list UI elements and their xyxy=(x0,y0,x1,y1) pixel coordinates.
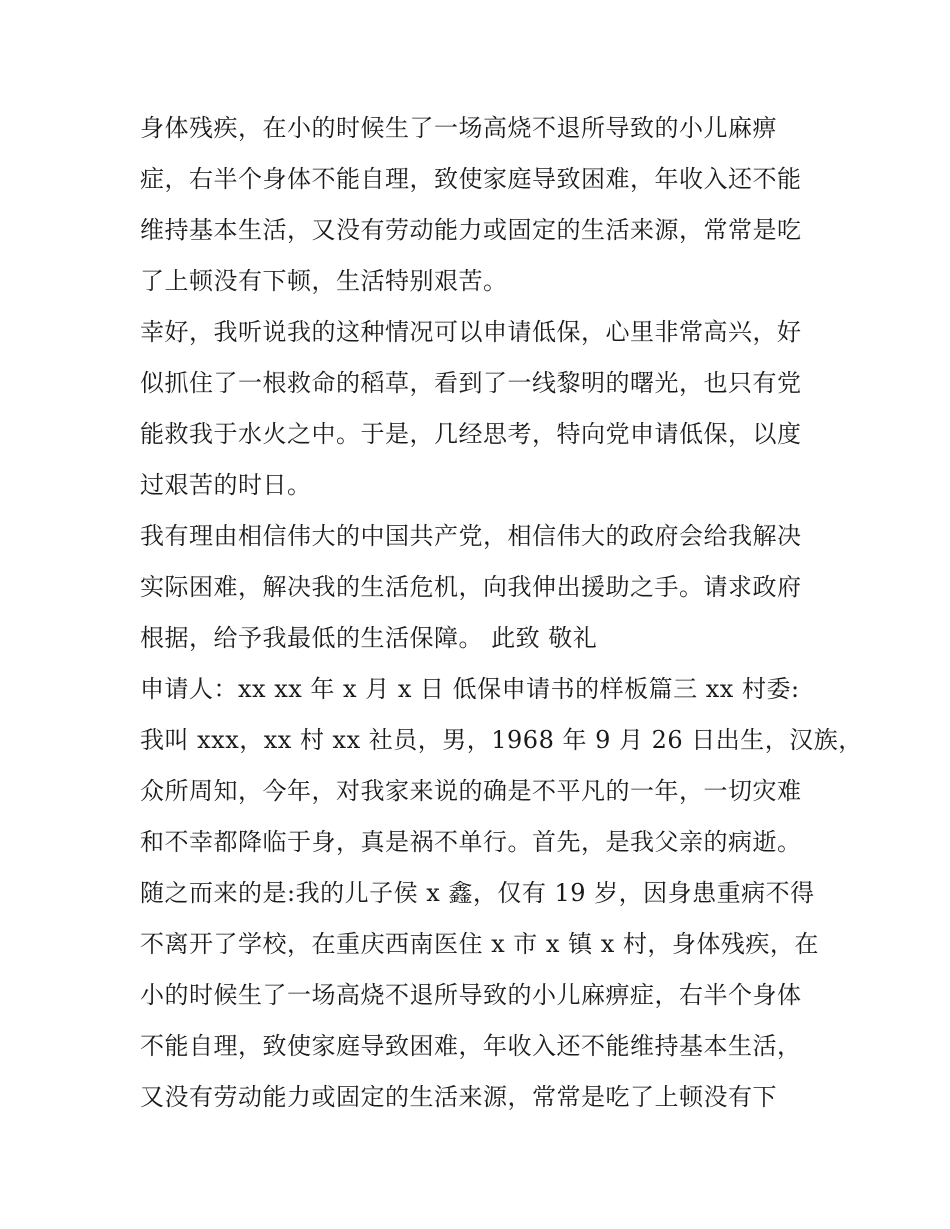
text-line-8: 过艰苦的时日。 xyxy=(140,471,312,499)
text-line-16: 随之而来的是:我的儿子侯 x 鑫，仅有 19 岁，因身患重病不得 xyxy=(140,879,815,907)
text-line-7: 能救我于水火之中。于是，几经思考，特向党申请低保，以度 xyxy=(140,420,802,448)
text-line-5: 幸好，我听说我的这种情况可以申请低保，心里非常高兴，好 xyxy=(140,318,802,346)
text-line-6: 似抓住了一根救命的稻草，看到了一线黎明的曙光，也只有党 xyxy=(140,369,802,397)
text-line-9: 我有理由相信伟大的中国共产党，相信伟大的政府会给我解决 xyxy=(140,522,802,550)
text-line-19: 不能自理，致使家庭导致困难，年收入还不能维持基本生活， xyxy=(140,1032,802,1060)
text-line-15: 和不幸都降临于身，真是祸不单行。首先，是我父亲的病逝。 xyxy=(140,828,802,856)
text-line-4: 了上顿没有下顿，生活特别艰苦。 xyxy=(140,267,508,295)
text-line-3: 维持基本生活，又没有劳动能力或固定的生活来源，常常是吃 xyxy=(140,216,802,244)
text-line-1: 身体残疾，在小的时候生了一场高烧不退所导致的小儿麻痹 xyxy=(140,114,777,142)
text-line-13: 我叫 xxx，xx 村 xx 社员，男，1968 年 9 月 26 日出生，汉族， xyxy=(140,726,863,754)
text-line-10: 实际困难，解决我的生活危机，向我伸出援助之手。请求政府 xyxy=(140,573,802,601)
document-body xyxy=(140,103,863,1123)
text-line-20: 又没有劳动能力或固定的生活来源，常常是吃了上顿没有下 xyxy=(140,1083,777,1111)
text-line-2: 症，右半个身体不能自理，致使家庭导致困难，年收入还不能 xyxy=(140,165,802,193)
text-line-14: 众所周知，今年，对我家来说的确是不平凡的一年，一切灾难 xyxy=(140,777,802,805)
text-line-17: 不离开了学校，在重庆西南医住 x 市 x 镇 x 村，身体残疾，在 xyxy=(140,930,819,958)
text-line-11: 根据，给予我最低的生活保障。 此致 敬礼 xyxy=(140,624,598,652)
text-line-12: 申请人：xx xx 年 x 月 x 日 低保申请书的样板篇三 xx 村委: xyxy=(140,675,800,703)
text-line-18: 小的时候生了一场高烧不退所导致的小儿麻痹症，右半个身体 xyxy=(140,981,802,1009)
